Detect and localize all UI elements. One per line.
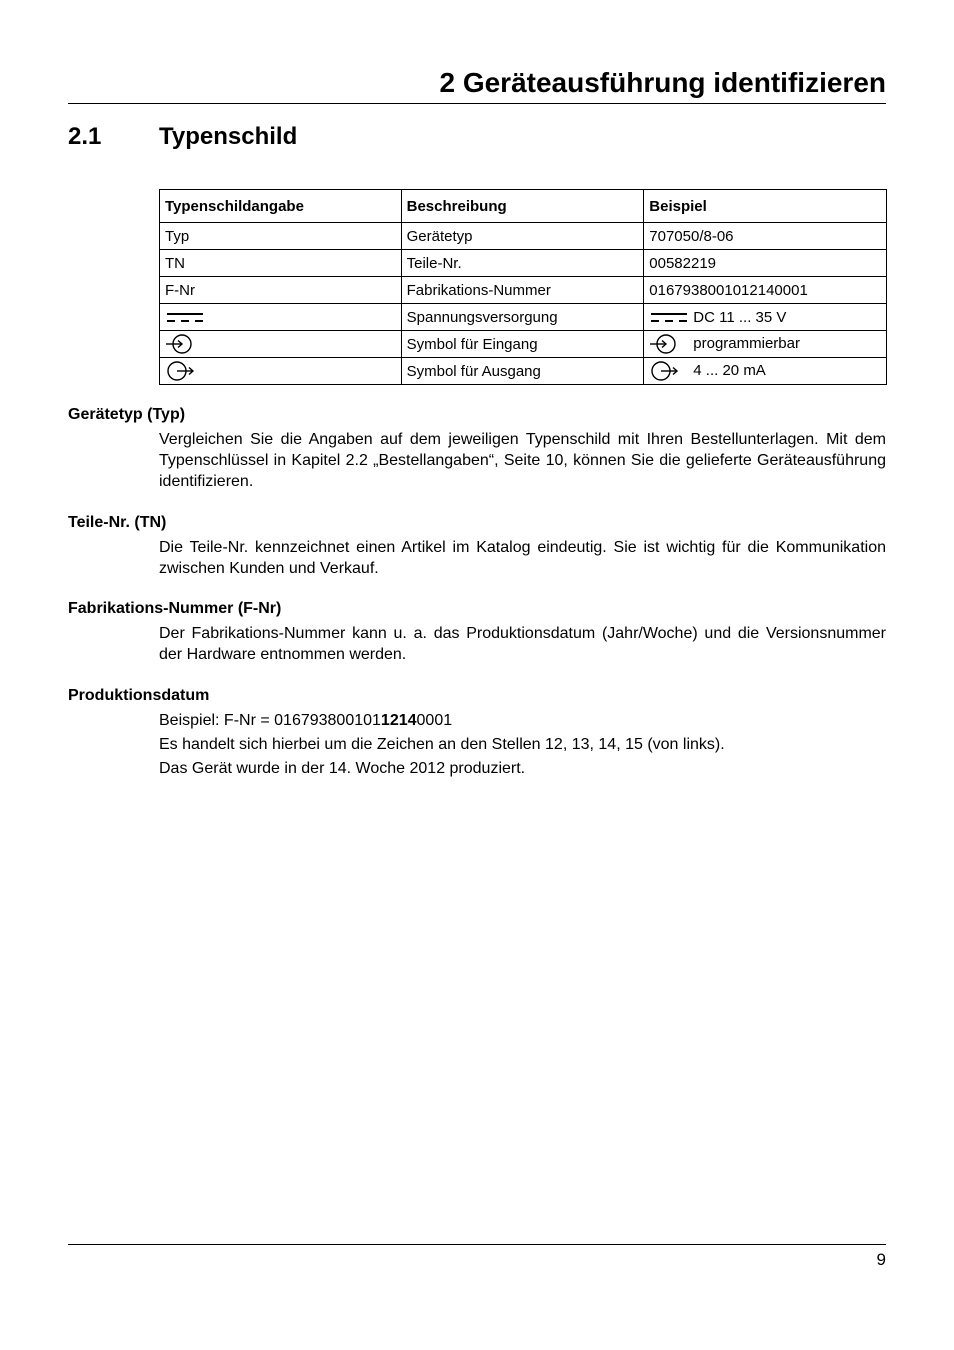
table-row <box>160 304 887 331</box>
example-prefix: Beispiel: F-Nr = 016793800101 <box>159 712 381 729</box>
column-header: Typenschildangabe <box>160 190 402 223</box>
example-value: 4 ... 20 mA <box>693 361 766 379</box>
example-cell: 707050/8-06 <box>644 223 887 250</box>
example-value: DC 11 ... 35 V <box>693 308 787 326</box>
input-symbol-icon <box>165 333 195 355</box>
produktionsdatum-example <box>159 710 452 731</box>
column-header: Beispiel <box>644 190 887 223</box>
description-cell: Teile-Nr. <box>401 250 644 277</box>
produktionsdatum-line3: Das Gerät wurde in der 14. Woche 2012 produziert. <box>159 760 526 777</box>
output-symbol-icon <box>649 360 679 382</box>
table-row <box>160 277 887 304</box>
description-cell: Symbol für Eingang <box>401 331 644 358</box>
page-number: 9 <box>876 1250 886 1269</box>
fnr-text: Der Fabrikations-Nummer kann u. a. das Produktionsdatum (Jahr/Woche) und die Versionsnummer der Hardware entnommen werden. <box>159 625 886 663</box>
description-cell: Fabrikations-Nummer <box>401 277 644 304</box>
typenschild-table <box>159 189 887 385</box>
description-cell: Symbol für Ausgang <box>401 358 644 385</box>
example-value: programmierbar <box>693 334 800 352</box>
label-cell: Typ <box>160 223 402 250</box>
dc-voltage-icon <box>649 311 689 325</box>
input-symbol-icon <box>649 333 679 355</box>
label-cell <box>160 358 402 385</box>
example-cell <box>644 358 887 385</box>
description-cell: Spannungsversorgung <box>401 304 644 331</box>
example-cell: 00582219 <box>644 250 887 277</box>
geraetetyp-text: Vergleichen Sie die Angaben auf dem jeweiligen Typenschild mit Ihren Bestellunterlagen. Mit dem Typenschlüssel in Kapitel 2.2 „Bestellangaben“, Seite 10, können Sie die gelieferte Geräteausführung identifizieren. <box>159 431 886 490</box>
description-cell: Gerätetyp <box>401 223 644 250</box>
header-rule <box>68 103 886 104</box>
label-cell <box>160 304 402 331</box>
table-row <box>160 223 887 250</box>
example-cell <box>644 304 887 331</box>
label-cell: TN <box>160 250 402 277</box>
dc-voltage-icon <box>165 311 205 325</box>
example-cell <box>644 331 887 358</box>
label-cell <box>160 331 402 358</box>
table-row <box>160 358 887 385</box>
teilenr-heading: Teile-Nr. (TN) <box>68 514 167 531</box>
section-title <box>68 121 297 153</box>
table-row <box>160 250 887 277</box>
output-symbol-icon <box>165 360 195 382</box>
example-highlight: 1214 <box>380 712 417 729</box>
table-row <box>160 331 887 358</box>
section-title-text: Typenschild <box>159 123 298 150</box>
teilenr-text: Die Teile-Nr. kennzeichnet einen Artikel im Katalog eindeutig. Sie ist wichtig für die Kommunikation zwischen Kunden und Verkauf. <box>159 539 886 577</box>
table-header-row <box>160 190 887 223</box>
example-suffix: 0001 <box>416 712 453 729</box>
fnr-heading: Fabrikations-Nummer (F-Nr) <box>68 600 282 617</box>
geraetetyp-heading: Gerätetyp (Typ) <box>68 406 186 423</box>
produktionsdatum-line2: Es handelt sich hierbei um die Zeichen an den Stellen 12, 13, 14, 15 (von links). <box>159 736 725 753</box>
produktionsdatum-heading: Produktionsdatum <box>68 687 210 704</box>
example-cell: 0167938001012140001 <box>644 277 887 304</box>
section-number: 2.1 <box>68 123 102 150</box>
footer-rule <box>68 1244 886 1245</box>
chapter-title: 2 Geräteausführung identifizieren <box>439 67 886 98</box>
label-cell: F-Nr <box>160 277 402 304</box>
column-header: Beschreibung <box>401 190 644 223</box>
